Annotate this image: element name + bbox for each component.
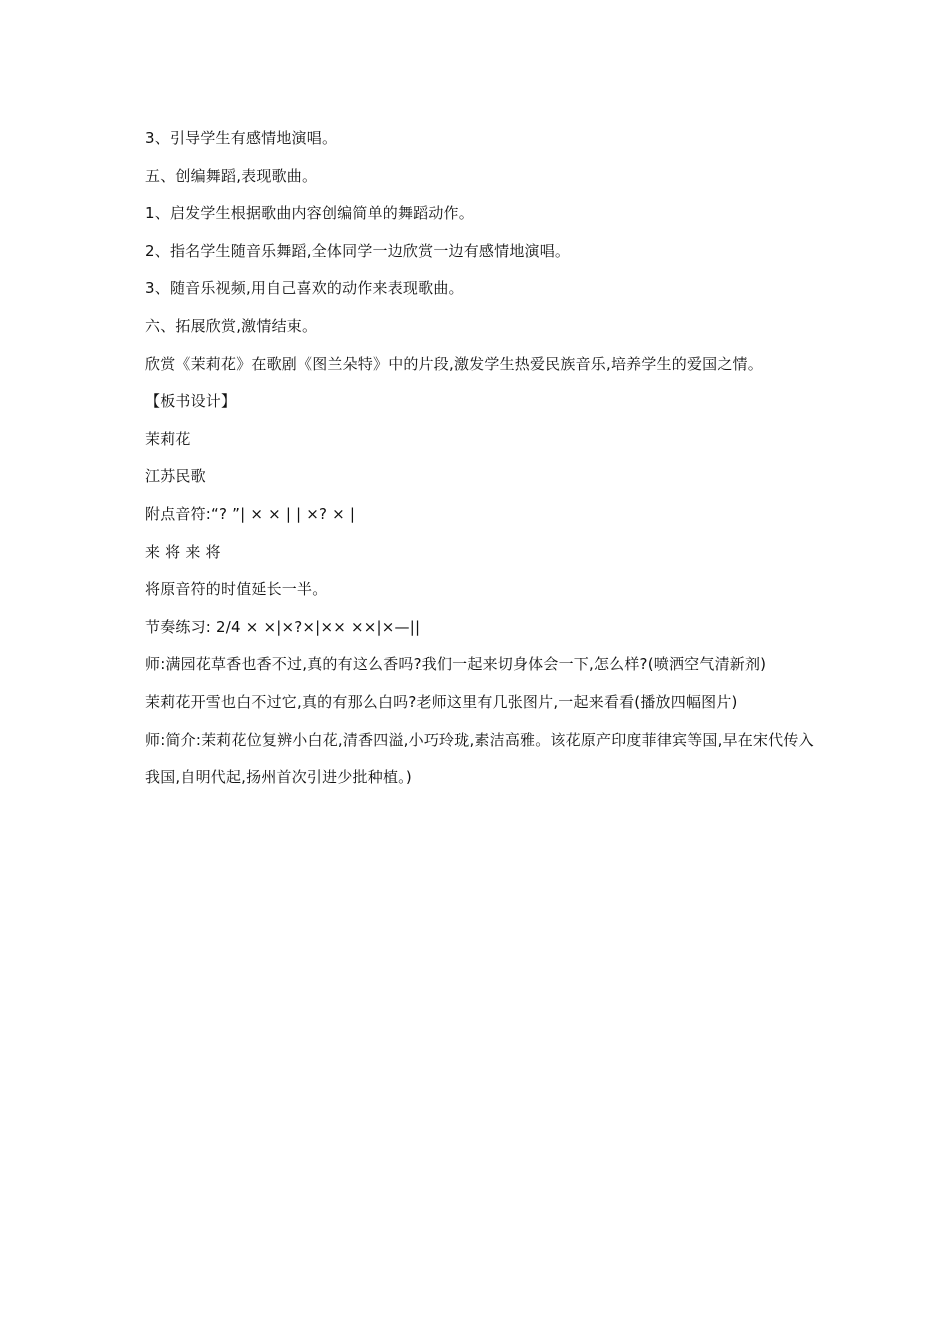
step-3-sing-with-emotion: 3、引导学生有感情地演唱。: [145, 129, 338, 147]
step-3-music-video: 3、随音乐视频,用自己喜欢的动作来表现歌曲。: [145, 279, 464, 298]
step-2-dance-with-music: 2、指名学生随音乐舞蹈,全体同学一边欣赏一边有感情地演唱。: [145, 241, 571, 260]
song-title: 茉莉花: [145, 429, 191, 448]
section-6-heading: 六、拓展欣赏,激情结束。: [145, 316, 318, 335]
dotted-note-notation: 附点音符:“? ”| × × | | ×? × |: [145, 504, 356, 523]
document-body: [145, 120, 815, 797]
dotted-note-explanation: 将原音符的时值延长一半。: [145, 580, 328, 599]
rhythm-practice: 节奏练习: 2/4 × ×|×?×|×× ××|×—||: [145, 617, 421, 636]
song-origin: 江苏民歌: [145, 467, 206, 486]
jasmine-white-paragraph: 茉莉花开雪也白不过它,真的有那么白吗?老师这里有几张图片,一起来看看(播放四幅图片): [145, 692, 738, 711]
teacher-fragrance-paragraph: 师:满园花草香也香不过,真的有这么香吗?我们一起来切身体会一下,怎么样?(喷洒空气清新剂): [145, 655, 767, 674]
step-1-create-dance: 1、启发学生根据歌曲内容创编简单的舞蹈动作。: [145, 204, 474, 223]
section-5-heading: 五、创编舞蹈,表现歌曲。: [145, 166, 318, 185]
teacher-intro-paragraph: 师:简介:茉莉花位复辨小白花,清香四溢,小巧玲珑,素洁高雅。该花原产印度菲律宾等国,早在宋代传入我国,自明代起,扬州首次引进少批种植。): [145, 730, 814, 787]
lyrics-line: 来 将 来 将: [145, 542, 221, 561]
appreciation-paragraph: 欣赏《茉莉花》在歌剧《图兰朵特》中的片段,激发学生热爱民族音乐,培养学生的爱国之情。: [145, 354, 763, 373]
board-design-heading: 【板书设计】: [145, 392, 237, 411]
